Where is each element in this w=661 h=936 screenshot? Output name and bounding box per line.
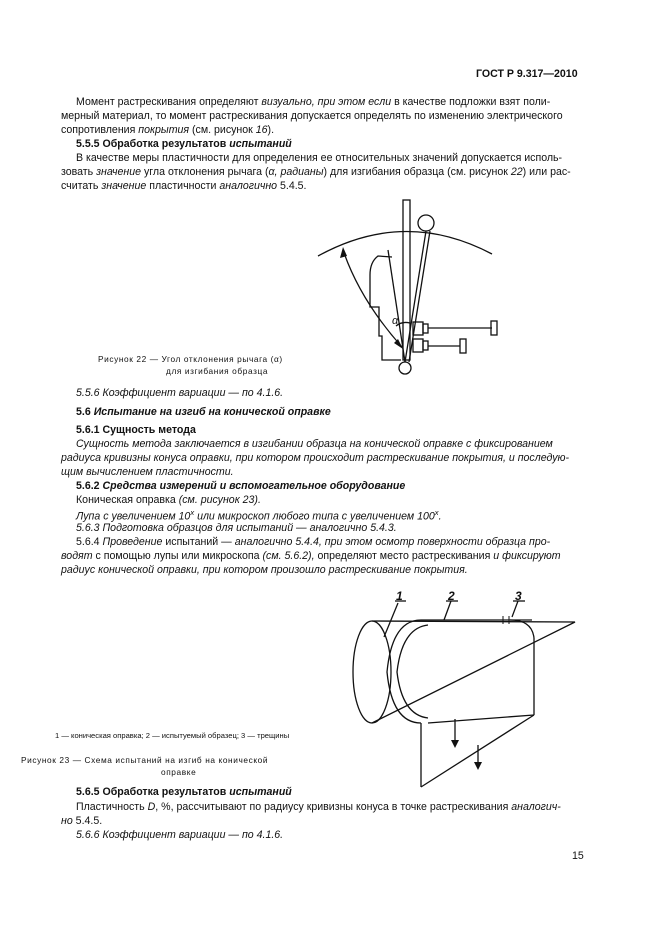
text-run: . bbox=[438, 510, 442, 523]
text-run: определяют место растрескивания bbox=[314, 550, 494, 562]
intro-line-2: мерный материал, то момент растрескивания допускается определять по изменению электрического bbox=[61, 110, 563, 122]
text-run: Лупа с увеличением 10 bbox=[76, 510, 191, 523]
superscript: х bbox=[190, 508, 195, 517]
section-5-6-1-heading: 5.6.1 Сущность метода bbox=[76, 424, 196, 436]
text-run: или микроскоп любого типа с увеличением 100 bbox=[194, 510, 435, 523]
text-run: считать bbox=[61, 180, 102, 192]
text-run: 5.4.5. bbox=[277, 180, 307, 192]
cone-body bbox=[372, 621, 575, 723]
text-run: визуально, при этом если bbox=[261, 96, 392, 108]
p561-line-2: радиуса кривизны конуса оправки, при котором происходит растрескивание покрытия, и последую- bbox=[61, 452, 570, 464]
text-run: и фиксируют bbox=[493, 550, 561, 562]
text-run: зовать bbox=[61, 166, 97, 178]
figure-23-caption-line-2: оправке bbox=[161, 767, 197, 777]
force-arrow-1-head bbox=[451, 740, 459, 748]
force-arrow-2-head bbox=[474, 762, 482, 770]
text-run: (см. рисунок bbox=[189, 124, 256, 136]
text-run: покрытия bbox=[138, 124, 190, 136]
text-run: аналогично bbox=[219, 180, 278, 192]
text-run: , %, рассчитывают по радиусу кривизны конуса в точке растрескивания bbox=[155, 801, 512, 813]
figure-22-caption-line-2: для изгибания образца bbox=[166, 366, 269, 376]
text-run: Проведение bbox=[102, 536, 163, 548]
text-run: испытаний bbox=[229, 138, 292, 150]
text-run: (см. 5.6.2), bbox=[262, 550, 315, 562]
text-run: сопротивления bbox=[61, 124, 139, 136]
section-5-6-3: 5.6.3 Подготовка образцов для испытаний — аналогично 5.4.3. bbox=[76, 522, 397, 534]
text-run: угла отклонения рычага ( bbox=[141, 166, 269, 178]
text-run: Обработка результатов bbox=[102, 786, 230, 798]
p555-line-1: В качестве меры пластичности для определения ее относительных значений допускается исполь- bbox=[76, 152, 563, 164]
p564-line-3: радиус конической оправки, при котором произошло растрескивание покрытия. bbox=[61, 564, 468, 576]
text-run: пластичности bbox=[146, 180, 220, 192]
figure-23-legend: 1 — коническая оправка; 2 — испытуемый образец; 3 — трещины bbox=[55, 731, 290, 740]
text-run: Обработка результатов bbox=[102, 138, 230, 150]
specimen-inner-curve bbox=[397, 625, 428, 718]
text-run: ) для изгибания образца (см. рисунок bbox=[323, 166, 511, 178]
text-run: Коническая оправка bbox=[76, 494, 179, 506]
specimen-bottom-edge bbox=[428, 715, 534, 723]
text-run: (см. рисунок 23). bbox=[178, 494, 261, 506]
figure-23-label-3: 3 bbox=[515, 589, 522, 603]
text-run: Пластичность bbox=[76, 801, 148, 813]
figure-23-caption-line-1: Рисунок 23 — Схема испытаний на изгиб на конической bbox=[21, 755, 269, 765]
p565-line-1 bbox=[76, 800, 561, 815]
section-title: Средства измерений и вспомогательное оборудование bbox=[102, 480, 406, 492]
text-run: α, радианы bbox=[268, 166, 324, 178]
text-run: испытаний — bbox=[162, 536, 235, 548]
figure-23-label-1: 1 bbox=[396, 589, 403, 603]
text-run: в качестве подложки взят поли- bbox=[391, 96, 551, 108]
text-run: ) или рас- bbox=[522, 166, 571, 178]
section-number: 5.6.2 bbox=[76, 480, 100, 492]
text-run: но bbox=[61, 815, 73, 827]
text-run: испытаний bbox=[229, 786, 292, 798]
leader-2 bbox=[444, 601, 451, 620]
figure-22-caption-line-1: Рисунок 22 — Угол отклонения рычага (α) bbox=[98, 354, 283, 364]
leader-1 bbox=[384, 603, 398, 637]
text-run: D bbox=[147, 801, 156, 813]
text-run: 16 bbox=[255, 124, 268, 136]
text-run: аналогич- bbox=[511, 801, 561, 813]
text-run: аналогично 5.4.4, при этом осмотр поверхности образца про- bbox=[234, 536, 551, 548]
p565-line-2 bbox=[61, 814, 102, 829]
p561-line-3: щим вычислением пластичности. bbox=[61, 466, 234, 478]
text-run: 5.4.5. bbox=[72, 815, 103, 827]
p561-line-1: Сущность метода заключается в изгибании образца на конической оправке с фиксированием bbox=[76, 438, 553, 450]
section-number: 5.5.5 bbox=[76, 138, 100, 150]
text-run: с помощью лупы или микроскопа bbox=[92, 550, 263, 562]
page-number: 15 bbox=[572, 850, 584, 862]
section-5-6-5-heading bbox=[76, 785, 292, 800]
superscript: х bbox=[434, 508, 439, 517]
text-run: 22 bbox=[510, 166, 523, 178]
text-run: Момент растрескивания определяют bbox=[76, 96, 262, 108]
section-5-6-6: 5.6.6 Коэффициент вариации — по 4.1.6. bbox=[76, 829, 284, 841]
cone-base-ellipse bbox=[353, 621, 391, 723]
standard-header: ГОСТ Р 9.317—2010 bbox=[476, 68, 578, 80]
text-run: значение bbox=[101, 180, 147, 192]
section-number: 5.6 bbox=[76, 406, 91, 418]
specimen-right-bend bbox=[510, 620, 534, 638]
text-run: водят bbox=[61, 550, 93, 562]
angle-label: α bbox=[392, 315, 399, 327]
section-title: Испытание на изгиб на конической оправке bbox=[93, 406, 331, 418]
text-run: ). bbox=[267, 124, 275, 136]
section-5-5-6: 5.5.6 Коэффициент вариации — по 4.1.6. bbox=[76, 387, 284, 399]
figure-23-label-2: 2 bbox=[448, 589, 455, 603]
text-run: 5.6.4 bbox=[76, 536, 103, 548]
leader-3 bbox=[512, 601, 518, 617]
section-number: 5.6.5 bbox=[76, 786, 100, 798]
text-run: значение bbox=[96, 166, 142, 178]
